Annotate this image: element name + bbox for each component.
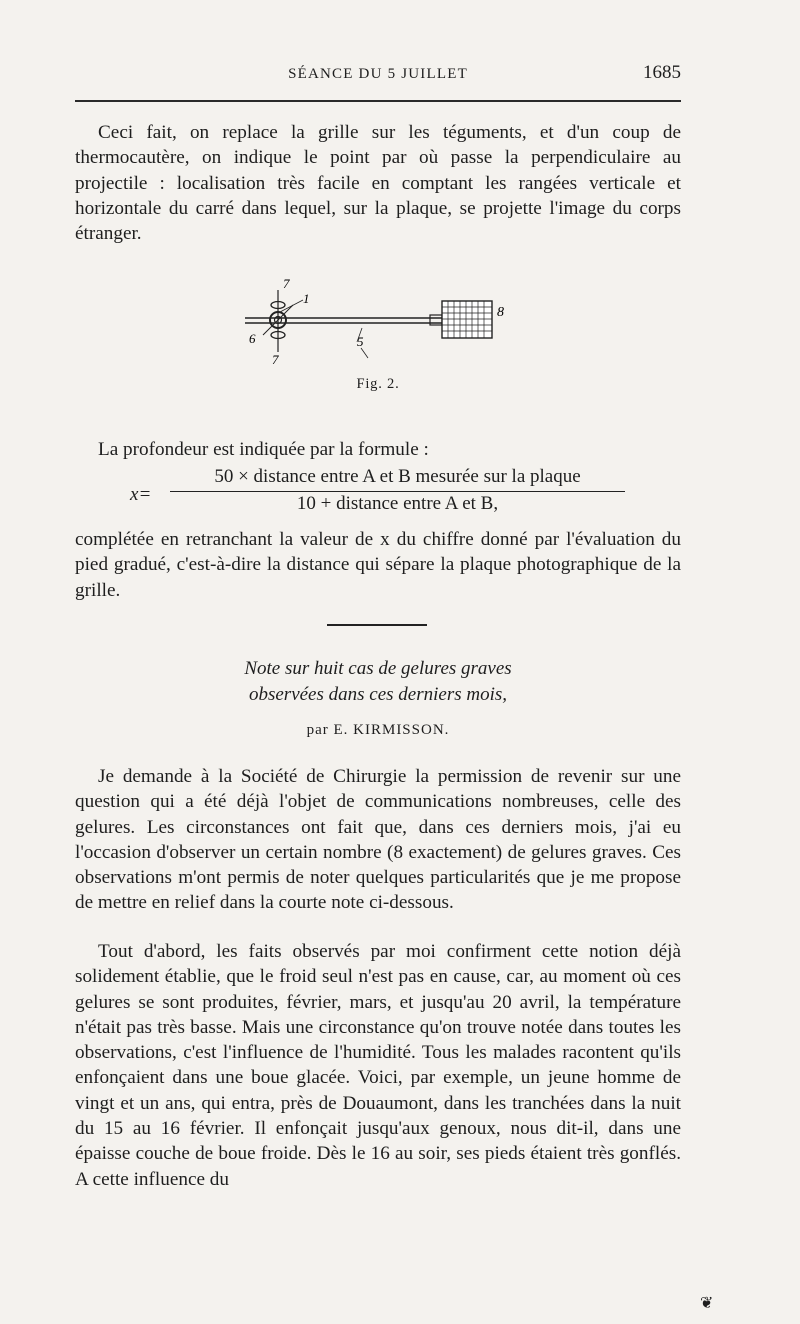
paragraph-introduction: Je demande à la Société de Chirurgie la permission de revenir sur une question qui a été déjà l'objet de communications nombreuses, celle des gelures. Les circonstances ont fait que, dans ces derniers mois, j'ai eu l'occasion d'observer un certain nombre (8 exactement) de gelures graves. Ces observations m'ont permis de noter quelques particularités que je me propose de mettre en relief dans la courte note ci-dessous. <box>75 766 681 914</box>
grid-device-drawing <box>225 270 525 380</box>
label-8: 8 <box>497 305 504 320</box>
paragraph-formula-completion: complétée en retranchant la valeur de x du chiffre donné par l'évaluation du pied gradué, c'est-à-dire la distance qui sépare la plaque photographique de la grille. <box>75 529 681 601</box>
formula-denominator: 10 + distance entre A et B, <box>296 493 499 514</box>
label-7-top: 7 <box>283 276 290 291</box>
page-number: 1685 <box>643 62 681 83</box>
note-title-line-1: Note sur huit cas de gelures graves <box>244 658 512 679</box>
paragraph-observations: Tout d'abord, les faits observés par moi confirment cette notion déjà solidement établie, que le froid seul n'est pas en cause, car, au moment où ces gelures se sont produites, février, mars, et jusqu'au 20 avril, la température n'était pas très basse. Mais une circonstance qu'on trouve notée dans toutes les observations, c'est l'influence de l'humidité. Tous les malades racontent qu'ils enfonçaient dans une boue glacée. Voici, par exemple, un jeune homme de vingt et un ans, qui entra, près de Douaumont, dans les tranchées dans la nuit du 15 au 16 février. Il enfonçait jusqu'aux genoux, nous dit-il, dans une épaisse couche de boue froide. Dès le 16 au soir, ses pieds étaient très gonflés. A cette influence du <box>75 941 681 1190</box>
label-7-bottom: 7 <box>272 352 279 367</box>
header-rule <box>75 100 681 102</box>
note-title-line-2: observées dans ces derniers mois, <box>248 684 508 705</box>
label-5: 5 <box>357 334 364 349</box>
paragraph-localisation: Ceci fait, on replace la grille sur les téguments, et d'un coup de thermocautère, on indique le point par où passe la perpendiculaire au projectile : localisation très facile en comptant les rangées verticale et horizontale du carré dans lequel, sur la plaque, se projette l'image du corps étranger. <box>75 122 681 245</box>
printer-ornament: ❦ <box>700 1295 714 1312</box>
figure-2-diagram <box>225 270 525 380</box>
leader-line-1 <box>280 300 303 312</box>
figure-caption: Fig. 2. <box>356 376 400 392</box>
label-1: 1 <box>303 291 310 306</box>
formula-variable: x= <box>130 484 152 505</box>
section-separator <box>327 624 427 626</box>
author-byline: par E. KIRMISSON. <box>306 722 450 738</box>
label-6: 6 <box>249 331 256 346</box>
tick-below-5 <box>361 348 368 358</box>
running-header <box>75 62 681 92</box>
formula-numerator: 50 × distance entre A et B mesurée sur la plaque <box>214 466 581 487</box>
depth-formula <box>75 466 681 526</box>
running-title: SÉANCE DU 5 JUILLET <box>288 66 468 82</box>
paragraph-formula-intro: La profondeur est indiquée par la formule : <box>98 439 429 460</box>
plate-grid <box>442 301 492 338</box>
